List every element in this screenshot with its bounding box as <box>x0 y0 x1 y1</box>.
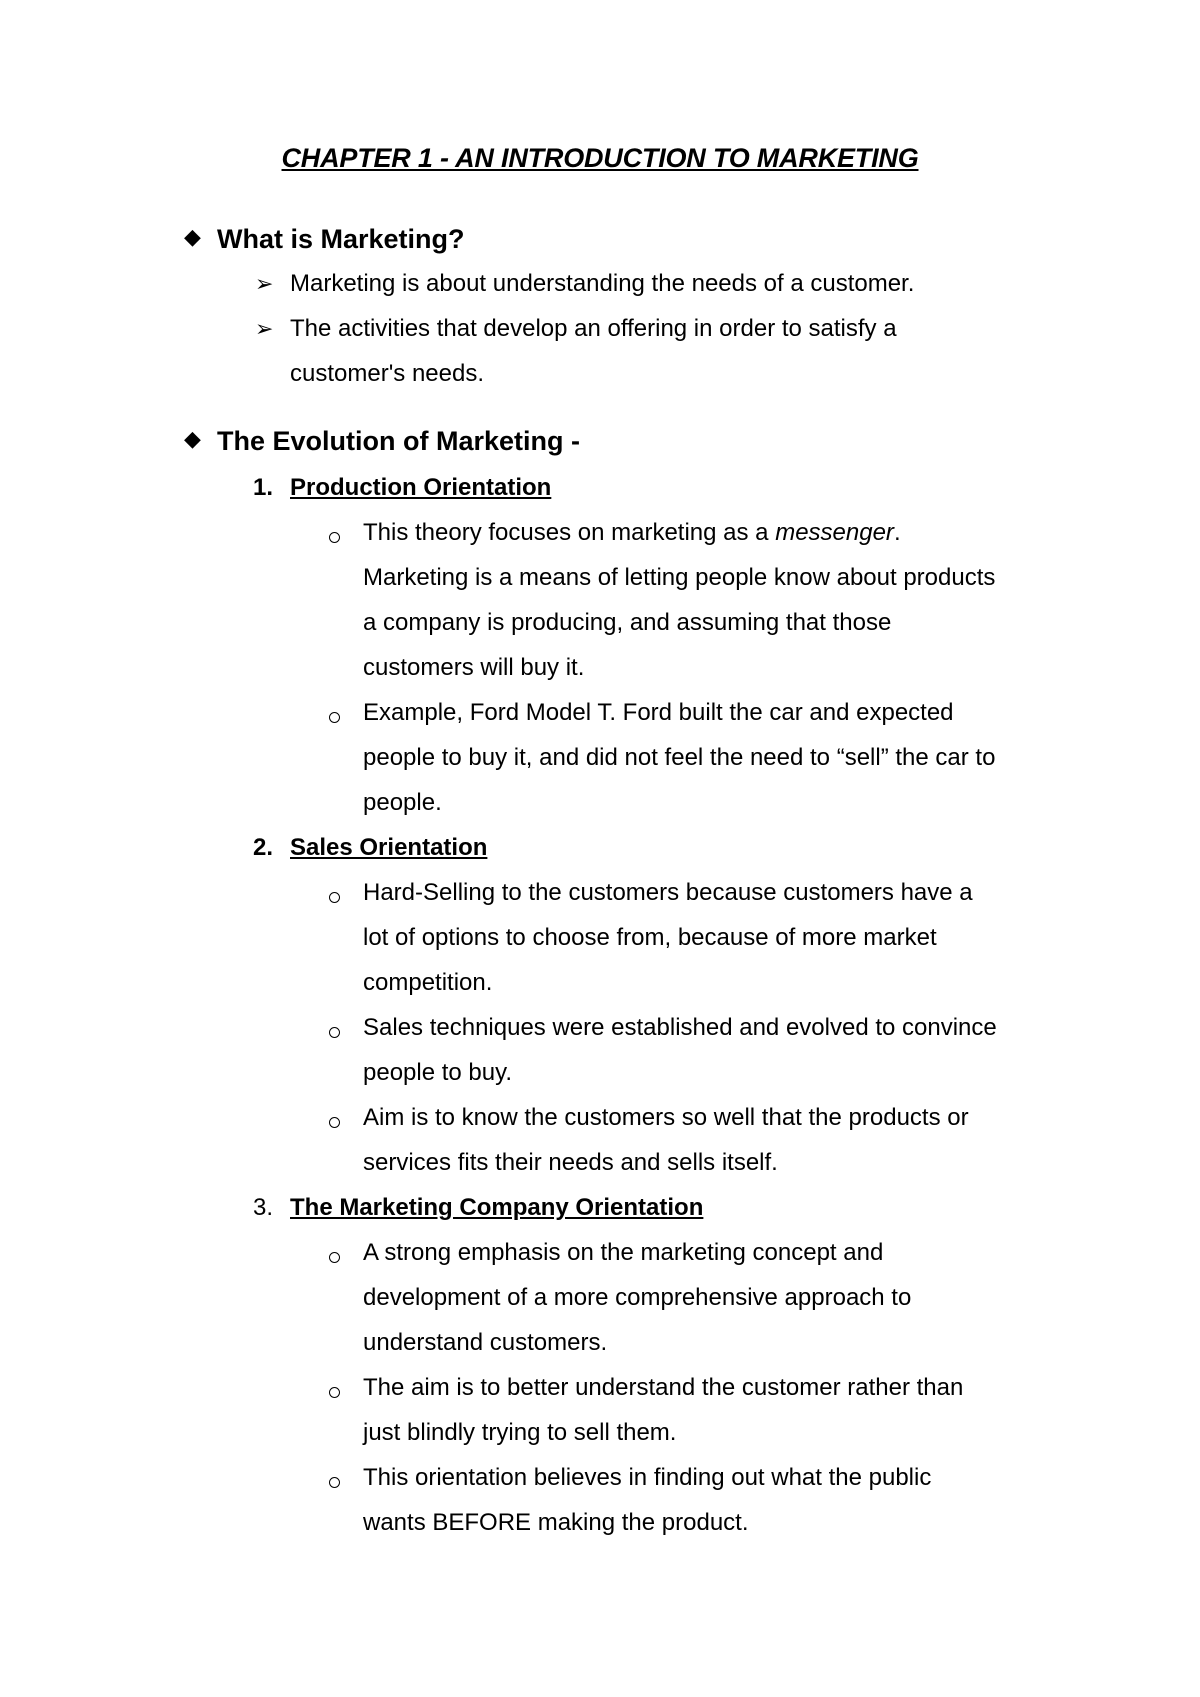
point-continuation <box>0 1055 1200 1100</box>
circle-bullet-icon <box>329 1252 340 1263</box>
circle-bullet-icon <box>329 1117 340 1128</box>
bullet-text: The activities that develop an offering in order to satisfy a <box>290 315 897 342</box>
point-row <box>0 1100 1200 1145</box>
point-continuation <box>0 965 1200 1010</box>
numbered-item-heading <box>0 1190 1200 1235</box>
point-text: A strong emphasis on the marketing concept and <box>363 1239 884 1266</box>
point-continuation <box>0 1280 1200 1325</box>
bullet-row <box>0 312 1200 357</box>
circle-bullet-icon <box>329 1387 340 1398</box>
point-text: services fits their needs and sells itself. <box>363 1149 778 1176</box>
section-heading: The Evolution of Marketing - <box>217 426 580 456</box>
item-number: 2. <box>253 834 274 861</box>
point-row <box>0 695 1200 740</box>
point-text: understand customers. <box>363 1329 608 1356</box>
point-text: customers will buy it. <box>363 654 585 681</box>
point-row <box>0 1010 1200 1055</box>
section-evolution <box>0 425 1200 1550</box>
point-text: people. <box>363 789 442 816</box>
point-continuation <box>0 785 1200 830</box>
circle-bullet-icon <box>329 1477 340 1488</box>
item-label: Sales Orientation <box>290 834 488 861</box>
numbered-item-heading <box>0 470 1200 515</box>
bullet-row <box>0 267 1200 312</box>
point-text: people to buy. <box>363 1059 513 1086</box>
circle-bullet-icon <box>329 712 340 723</box>
point-continuation <box>0 1145 1200 1190</box>
point-text: Marketing is a means of letting people know about products <box>363 564 996 591</box>
point-text: Example, Ford Model T. Ford built the car and expected <box>363 699 954 726</box>
point-continuation <box>0 560 1200 605</box>
section-what-is-marketing <box>0 222 1200 402</box>
diamond-bullet-icon: ◆ <box>184 224 201 249</box>
point-text: wants BEFORE making the product. <box>363 1509 749 1536</box>
point-text: just blindly trying to sell them. <box>363 1419 677 1446</box>
diamond-bullet-icon: ◆ <box>184 426 201 451</box>
point-continuation <box>0 1325 1200 1370</box>
point-text: This theory focuses on marketing as a messenger. <box>363 519 901 546</box>
point-text: Sales techniques were established and evolved to convince <box>363 1014 997 1041</box>
item-number: 1. <box>253 474 274 501</box>
point-text: development of a more comprehensive approach to <box>363 1284 912 1311</box>
bullet-continuation <box>0 357 1200 402</box>
chapter-title: CHAPTER 1 - AN INTRODUCTION TO MARKETING <box>281 143 919 173</box>
item-number: 3. <box>253 1194 274 1221</box>
point-text: Aim is to know the customers so well that the products or <box>363 1104 969 1131</box>
numbered-item-heading <box>0 830 1200 875</box>
point-row <box>0 875 1200 920</box>
arrow-bullet-icon: ➢ <box>255 316 274 341</box>
point-text: competition. <box>363 969 493 996</box>
circle-bullet-icon <box>329 892 340 903</box>
bullet-text: customer's needs. <box>290 360 485 387</box>
point-continuation <box>0 650 1200 695</box>
point-row <box>0 1460 1200 1505</box>
bullet-text: Marketing is about understanding the needs of a customer. <box>290 270 915 297</box>
point-continuation <box>0 920 1200 965</box>
point-row <box>0 1235 1200 1280</box>
circle-bullet-icon <box>329 1027 340 1038</box>
item-label: Production Orientation <box>290 474 552 501</box>
point-text: Hard-Selling to the customers because customers have a <box>363 879 973 906</box>
point-text: lot of options to choose from, because of more market <box>363 924 937 951</box>
section-heading-row <box>0 425 1200 470</box>
point-row <box>0 1370 1200 1415</box>
point-text: people to buy it, and did not feel the need to “sell” the car to <box>363 744 996 771</box>
point-continuation <box>0 605 1200 650</box>
point-text: The aim is to better understand the customer rather than <box>363 1374 964 1401</box>
item-label: The Marketing Company Orientation <box>290 1194 704 1221</box>
arrow-bullet-icon: ➢ <box>255 271 274 296</box>
point-text: a company is producing, and assuming that those <box>363 609 892 636</box>
point-text: This orientation believes in finding out what the public <box>363 1464 932 1491</box>
point-continuation <box>0 1505 1200 1550</box>
circle-bullet-icon <box>329 532 340 543</box>
point-continuation <box>0 740 1200 785</box>
point-continuation <box>0 1415 1200 1460</box>
section-heading-row <box>0 222 1200 267</box>
point-row <box>0 515 1200 560</box>
section-heading: What is Marketing? <box>217 224 465 254</box>
